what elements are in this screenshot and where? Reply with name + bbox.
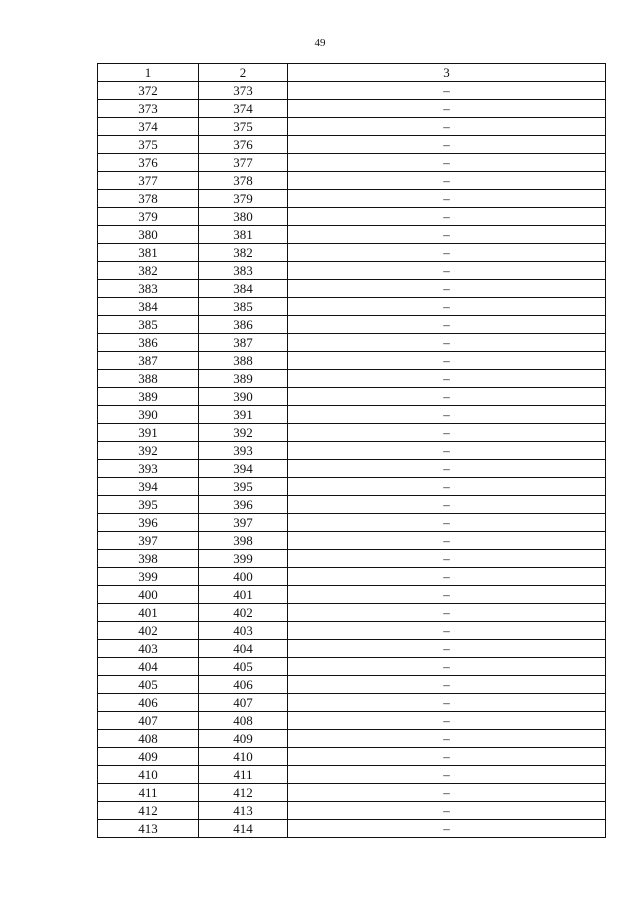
table-cell-col-2: 400 bbox=[199, 568, 288, 586]
table-cell-col-1: 409 bbox=[98, 748, 199, 766]
table-cell-col-1: 395 bbox=[98, 496, 199, 514]
table-cell-col-3: – bbox=[288, 784, 606, 802]
table-cell-col-3: – bbox=[288, 82, 606, 100]
table-cell-col-1: 376 bbox=[98, 154, 199, 172]
table-cell-col-1: 375 bbox=[98, 136, 199, 154]
table-body bbox=[98, 82, 606, 838]
table-cell-col-1: 380 bbox=[98, 226, 199, 244]
table-cell-col-1: 372 bbox=[98, 82, 199, 100]
table-cell-col-1: 394 bbox=[98, 478, 199, 496]
table-row bbox=[98, 442, 606, 460]
table-cell-col-2: 387 bbox=[199, 334, 288, 352]
table-row bbox=[98, 280, 606, 298]
table-cell-col-2: 394 bbox=[199, 460, 288, 478]
table-row bbox=[98, 640, 606, 658]
table-header bbox=[98, 64, 606, 82]
table-cell-col-1: 396 bbox=[98, 514, 199, 532]
table-cell-col-1: 408 bbox=[98, 730, 199, 748]
table-row bbox=[98, 622, 606, 640]
table-cell-col-2: 405 bbox=[199, 658, 288, 676]
table-cell-col-3: – bbox=[288, 316, 606, 334]
table-row bbox=[98, 676, 606, 694]
table-cell-col-1: 390 bbox=[98, 406, 199, 424]
table-cell-col-3: – bbox=[288, 406, 606, 424]
table-cell-col-2: 410 bbox=[199, 748, 288, 766]
table-cell-col-3: – bbox=[288, 244, 606, 262]
table-cell-col-1: 384 bbox=[98, 298, 199, 316]
table-cell-col-1: 388 bbox=[98, 370, 199, 388]
table-row bbox=[98, 100, 606, 118]
table-cell-col-3: – bbox=[288, 514, 606, 532]
table-cell-col-2: 412 bbox=[199, 784, 288, 802]
table-row bbox=[98, 550, 606, 568]
table-cell-col-3: – bbox=[288, 586, 606, 604]
table-cell-col-1: 383 bbox=[98, 280, 199, 298]
table-row bbox=[98, 406, 606, 424]
table-row bbox=[98, 568, 606, 586]
table-cell-col-3: – bbox=[288, 334, 606, 352]
table-cell-col-2: 374 bbox=[199, 100, 288, 118]
table-cell-col-3: – bbox=[288, 820, 606, 838]
table-row bbox=[98, 370, 606, 388]
table-cell-col-1: 392 bbox=[98, 442, 199, 460]
table-cell-col-3: – bbox=[288, 748, 606, 766]
table-cell-col-1: 374 bbox=[98, 118, 199, 136]
table-cell-col-3: – bbox=[288, 262, 606, 280]
table-cell-col-3: – bbox=[288, 496, 606, 514]
table-cell-col-2: 397 bbox=[199, 514, 288, 532]
table-cell-col-1: 398 bbox=[98, 550, 199, 568]
table-row bbox=[98, 226, 606, 244]
table-cell-col-2: 413 bbox=[199, 802, 288, 820]
table-cell-col-3: – bbox=[288, 604, 606, 622]
table-row bbox=[98, 190, 606, 208]
table-row bbox=[98, 658, 606, 676]
table-row bbox=[98, 514, 606, 532]
table-cell-col-3: – bbox=[288, 676, 606, 694]
table-row bbox=[98, 334, 606, 352]
table-cell-col-1: 401 bbox=[98, 604, 199, 622]
table-cell-col-2: 390 bbox=[199, 388, 288, 406]
header-row bbox=[98, 64, 606, 82]
table-cell-col-3: – bbox=[288, 442, 606, 460]
table-cell-col-2: 391 bbox=[199, 406, 288, 424]
table-cell-col-3: – bbox=[288, 388, 606, 406]
table-cell-col-2: 382 bbox=[199, 244, 288, 262]
table-cell-col-1: 412 bbox=[98, 802, 199, 820]
table-cell-col-3: – bbox=[288, 622, 606, 640]
table-row bbox=[98, 748, 606, 766]
table-cell-col-2: 376 bbox=[199, 136, 288, 154]
table-row bbox=[98, 208, 606, 226]
table-cell-col-2: 384 bbox=[199, 280, 288, 298]
table-cell-col-3: – bbox=[288, 550, 606, 568]
table-cell-col-3: – bbox=[288, 712, 606, 730]
table-cell-col-3: – bbox=[288, 100, 606, 118]
table-cell-col-3: – bbox=[288, 226, 606, 244]
data-table bbox=[97, 63, 606, 838]
table-cell-col-3: – bbox=[288, 352, 606, 370]
table-cell-col-1: 407 bbox=[98, 712, 199, 730]
table-row bbox=[98, 136, 606, 154]
table-cell-col-1: 379 bbox=[98, 208, 199, 226]
column-header-2: 2 bbox=[199, 64, 288, 82]
table-cell-col-2: 399 bbox=[199, 550, 288, 568]
table-cell-col-3: – bbox=[288, 802, 606, 820]
table-row bbox=[98, 730, 606, 748]
table-cell-col-3: – bbox=[288, 298, 606, 316]
table-cell-col-2: 395 bbox=[199, 478, 288, 496]
table-cell-col-2: 389 bbox=[199, 370, 288, 388]
table-row bbox=[98, 118, 606, 136]
table-cell-col-1: 393 bbox=[98, 460, 199, 478]
table-cell-col-3: – bbox=[288, 424, 606, 442]
table-cell-col-2: 388 bbox=[199, 352, 288, 370]
table-cell-col-3: – bbox=[288, 640, 606, 658]
table-cell-col-1: 402 bbox=[98, 622, 199, 640]
table-cell-col-1: 403 bbox=[98, 640, 199, 658]
table-cell-col-1: 377 bbox=[98, 172, 199, 190]
table-row bbox=[98, 766, 606, 784]
table-cell-col-1: 406 bbox=[98, 694, 199, 712]
table-cell-col-3: – bbox=[288, 190, 606, 208]
table-cell-col-3: – bbox=[288, 370, 606, 388]
table-row bbox=[98, 496, 606, 514]
table-row bbox=[98, 352, 606, 370]
table-cell-col-2: 379 bbox=[199, 190, 288, 208]
table-cell-col-1: 404 bbox=[98, 658, 199, 676]
table-cell-col-1: 405 bbox=[98, 676, 199, 694]
table-row bbox=[98, 262, 606, 280]
table-cell-col-3: – bbox=[288, 460, 606, 478]
table-cell-col-2: 403 bbox=[199, 622, 288, 640]
table-row bbox=[98, 586, 606, 604]
table-cell-col-2: 396 bbox=[199, 496, 288, 514]
table-cell-col-2: 406 bbox=[199, 676, 288, 694]
table-cell-col-1: 389 bbox=[98, 388, 199, 406]
table-row bbox=[98, 316, 606, 334]
table-row bbox=[98, 820, 606, 838]
table-row bbox=[98, 172, 606, 190]
table-cell-col-2: 385 bbox=[199, 298, 288, 316]
table-cell-col-3: – bbox=[288, 136, 606, 154]
table-row bbox=[98, 298, 606, 316]
column-header-3: 3 bbox=[288, 64, 606, 82]
table-row bbox=[98, 784, 606, 802]
table-cell-col-1: 387 bbox=[98, 352, 199, 370]
table-cell-col-3: – bbox=[288, 532, 606, 550]
column-header-1: 1 bbox=[98, 64, 199, 82]
table-cell-col-3: – bbox=[288, 478, 606, 496]
table-cell-col-3: – bbox=[288, 694, 606, 712]
table-row bbox=[98, 694, 606, 712]
table-cell-col-1: 399 bbox=[98, 568, 199, 586]
table-cell-col-2: 373 bbox=[199, 82, 288, 100]
table-row bbox=[98, 244, 606, 262]
table-cell-col-1: 411 bbox=[98, 784, 199, 802]
table-row bbox=[98, 460, 606, 478]
table-row bbox=[98, 532, 606, 550]
table-cell-col-2: 378 bbox=[199, 172, 288, 190]
table-cell-col-2: 381 bbox=[199, 226, 288, 244]
table-cell-col-2: 398 bbox=[199, 532, 288, 550]
table-cell-col-2: 393 bbox=[199, 442, 288, 460]
table-cell-col-3: – bbox=[288, 154, 606, 172]
table-cell-col-2: 409 bbox=[199, 730, 288, 748]
table-cell-col-3: – bbox=[288, 658, 606, 676]
page-number: 49 bbox=[314, 37, 326, 49]
table-cell-col-3: – bbox=[288, 730, 606, 748]
table-cell-col-3: – bbox=[288, 568, 606, 586]
table-cell-col-1: 381 bbox=[98, 244, 199, 262]
table-cell-col-1: 373 bbox=[98, 100, 199, 118]
table-cell-col-2: 375 bbox=[199, 118, 288, 136]
table-cell-col-2: 404 bbox=[199, 640, 288, 658]
table-cell-col-2: 392 bbox=[199, 424, 288, 442]
table-cell-col-1: 397 bbox=[98, 532, 199, 550]
table-cell-col-3: – bbox=[288, 172, 606, 190]
table-row bbox=[98, 388, 606, 406]
table-cell-col-3: – bbox=[288, 118, 606, 136]
table-row bbox=[98, 154, 606, 172]
table-cell-col-2: 408 bbox=[199, 712, 288, 730]
table-cell-col-2: 380 bbox=[199, 208, 288, 226]
table-cell-col-2: 402 bbox=[199, 604, 288, 622]
table-cell-col-1: 413 bbox=[98, 820, 199, 838]
table-cell-col-1: 400 bbox=[98, 586, 199, 604]
table-cell-col-1: 410 bbox=[98, 766, 199, 784]
table-row bbox=[98, 802, 606, 820]
table-cell-col-2: 386 bbox=[199, 316, 288, 334]
table-row bbox=[98, 712, 606, 730]
table-cell-col-3: – bbox=[288, 280, 606, 298]
table-cell-col-2: 383 bbox=[199, 262, 288, 280]
table-cell-col-2: 407 bbox=[199, 694, 288, 712]
table-cell-col-2: 401 bbox=[199, 586, 288, 604]
table-row bbox=[98, 424, 606, 442]
table-cell-col-1: 391 bbox=[98, 424, 199, 442]
table-row bbox=[98, 82, 606, 100]
table-row bbox=[98, 604, 606, 622]
table-cell-col-1: 378 bbox=[98, 190, 199, 208]
table-row bbox=[98, 478, 606, 496]
table-cell-col-1: 386 bbox=[98, 334, 199, 352]
table-cell-col-2: 377 bbox=[199, 154, 288, 172]
table-cell-col-2: 414 bbox=[199, 820, 288, 838]
table-cell-col-2: 411 bbox=[199, 766, 288, 784]
table-cell-col-3: – bbox=[288, 208, 606, 226]
table-cell-col-3: – bbox=[288, 766, 606, 784]
table-cell-col-1: 385 bbox=[98, 316, 199, 334]
table-cell-col-1: 382 bbox=[98, 262, 199, 280]
